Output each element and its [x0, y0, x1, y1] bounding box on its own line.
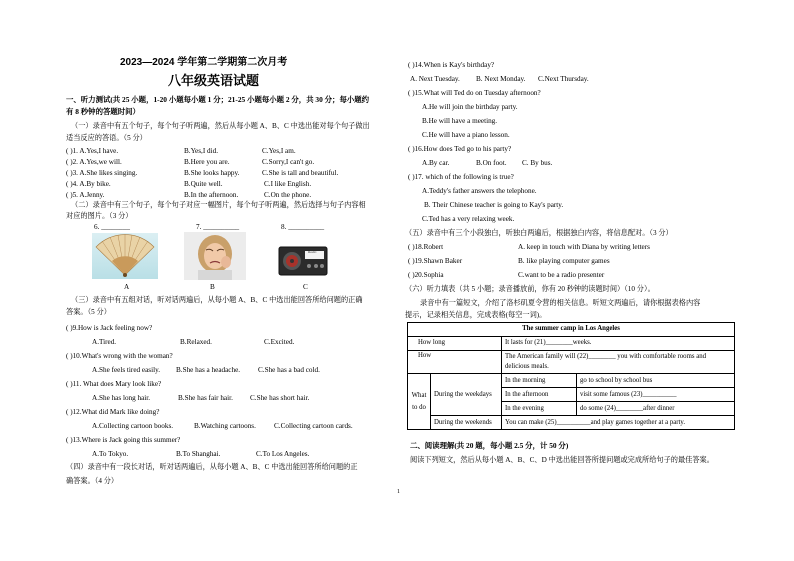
section1-instruction: （一）录音中有五个句子，每个句子听两遍，然后从每小题 A、B、C 中选出能对每个句子做出	[71, 122, 370, 130]
option-13c: C.To Los Angeles.	[256, 450, 310, 458]
option-17b: B. Their Chinese teacher is going to Kay's party.	[424, 201, 564, 209]
option-16b: B.On foot.	[476, 159, 507, 167]
option-3b: B.She looks happy.	[184, 169, 240, 177]
section6-paragraph-cont: 提示，记录相关信息，完成表格(每空一词)。	[405, 311, 547, 319]
question-19: ( )19.Shawn Baker	[408, 257, 463, 265]
question-1: ( )1. A.Yes,I have.	[66, 147, 119, 155]
radio-label: Radio	[308, 250, 317, 254]
question-12: ( )12.What did Mark like doing?	[66, 408, 160, 416]
option-13a: A.To Tokyo.	[92, 450, 129, 458]
match-19: B. like playing computer games	[518, 257, 610, 265]
question-16: ( )16.How does Ted go to his party?	[408, 145, 512, 153]
radio-picture	[278, 244, 328, 278]
exam-title: 2023—2024 学年第二学期第二次月考	[120, 57, 288, 68]
section3-instruction-cont: 答案。（5 分）	[66, 308, 111, 316]
section5-instruction: （五）录音中有三个小段独白，听独白两遍后，根据独白内容，将信息配对。（3 分）	[405, 229, 673, 237]
option-11b: B.She has fair hair.	[178, 394, 233, 402]
part2-heading: 二、阅读理解(共 20 题，每小题 2.5 分，计 50 分)	[410, 441, 569, 450]
question-3: ( )3. A.She likes singing.	[66, 169, 138, 177]
option-10b: B.She has a headache.	[176, 366, 241, 374]
question-15: ( )15.What will Ted do on Tuesday afternoon?	[408, 89, 541, 97]
table-title: The summer camp in Los Angeles	[408, 323, 735, 337]
section2-instruction: （二）录音中有三个句子，每个句子对应一幅图片，每个句子听两遍，然后选择与句子内容相	[71, 201, 366, 209]
section1-instruction-cont: 适当反应的答语。（5 分）	[66, 134, 147, 142]
question-9: ( )9.How is Jack feeling now?	[66, 324, 153, 332]
option-16c: C. By bus.	[522, 159, 553, 167]
option-13b: B.To Shanghai.	[176, 450, 221, 458]
option-9a: A.Tired.	[92, 338, 117, 346]
page-number: 1	[397, 489, 400, 495]
table-weekends: During the weekends	[431, 416, 502, 430]
option-12a: A.Collecting cartoon books.	[92, 422, 174, 430]
girl-toothache-picture	[184, 232, 246, 280]
part2-instruction: 阅读下列短文，然后从每小题 A、B、C、D 中选出能回答所提问题或完成所给句子的最佳答案。	[410, 456, 714, 464]
table-what-to-do: What to do	[408, 374, 431, 430]
exam-subtitle: 八年级英语试题	[168, 73, 260, 88]
option-15b: B.He will have a meeting.	[422, 117, 498, 125]
option-16a: A.By car.	[422, 159, 450, 167]
option-12c: C.Collecting cartoon cards.	[274, 422, 353, 430]
blank-8: 8. __________	[281, 223, 325, 231]
section2-instruction-cont: 对应的图片。（3 分）	[66, 212, 133, 220]
option-1b: B.Yes,I did.	[184, 147, 219, 155]
option-17c: C.Ted has a very relaxing week.	[422, 215, 515, 223]
option-15c: C.He will have a piano lesson.	[422, 131, 510, 139]
table-weekdays: During the weekdays	[431, 374, 502, 416]
table-how-long: How long	[408, 337, 502, 351]
section6-paragraph: 录音中有一篇短文，介绍了洛杉矶夏令营的相关信息。听短文两遍后，请你根据表格内容	[420, 299, 701, 307]
section4-instruction-cont: 确答案。（4 分）	[66, 477, 119, 485]
table-morning-activity: go to school by school bus	[577, 374, 735, 388]
table-weekends-activity: You can make (25)__________and play games together at a party.	[502, 416, 735, 430]
table-family: The American family will (22)________ you with comfortable rooms and delicious meals.	[502, 351, 735, 374]
option-15a: A.He will join the birthday party.	[422, 103, 518, 111]
option-9c: C.Excited.	[264, 338, 295, 346]
picture-label-c: C	[303, 283, 308, 291]
option-14c: C.Next Thursday.	[538, 75, 589, 83]
question-17: ( )17. which of the following is true?	[408, 173, 514, 181]
question-10: ( )10.What's wrong with the woman?	[66, 352, 173, 360]
picture-label-a: A	[124, 283, 130, 291]
option-4c: C.I like English.	[264, 180, 312, 188]
table-afternoon-activity: visit some famous (23)__________	[577, 388, 735, 402]
match-18: A. keep in touch with Diana by writing letters	[518, 243, 650, 251]
option-17a: A.Teddy's father answers the telephone.	[422, 187, 537, 195]
option-10a: A.She feels tired easily.	[92, 366, 160, 374]
table-lasts: It lasts for (21)________weeks.	[502, 337, 735, 351]
match-20: C.want to be a radio presenter	[518, 271, 605, 279]
picture-label-b: B	[210, 283, 215, 291]
table-morning: In the morning	[502, 374, 577, 388]
option-14a: A. Next Tuesday.	[410, 75, 460, 83]
option-11a: A.She has long hair.	[92, 394, 151, 402]
blank-7: 7. __________	[196, 223, 240, 231]
table-evening-activity: do some (24)________after dinner	[577, 402, 735, 416]
table-evening: In the evening	[502, 402, 577, 416]
option-14b: B. Next Monday.	[476, 75, 526, 83]
summer-camp-table	[407, 322, 735, 430]
table-afternoon: In the afternoon	[502, 388, 577, 402]
blank-6: 6. ________	[94, 223, 130, 231]
question-18: ( )18.Robert	[408, 243, 444, 251]
question-5: ( )5. A.Jenny.	[66, 191, 105, 199]
option-9b: B.Relaxed.	[180, 338, 212, 346]
question-13: ( )13.Where is Jack going this summer?	[66, 436, 181, 444]
option-1c: C.Yes,I am.	[262, 147, 296, 155]
option-2c: C.Sorry,I can't go.	[262, 158, 315, 166]
option-4b: B.Quite well.	[184, 180, 223, 188]
question-20: ( )20.Sophia	[408, 271, 444, 279]
section3-instruction: （三）录音中有五组对话，听对话两遍后，从每小题 A、B、C 中选出能回答所给问题的正确	[71, 296, 363, 304]
question-2: ( )2. A.Yes,we will.	[66, 158, 122, 166]
option-12b: B.Watching cartoons.	[194, 422, 256, 430]
part1-heading: 一、听力测试(共 25 小题，1-20 小题每小题 1 分；21-25 小题每小题 2 分，共 30 分；每小题约	[66, 95, 370, 104]
table-how: How	[408, 351, 502, 374]
option-5b: B.In the afternoon.	[184, 191, 239, 199]
option-2b: B.Here you are.	[184, 158, 230, 166]
section4-instruction: （四）录音中有一段长对话，听对话两遍后，从每小题 A、B、C 中选出能回答所给问题的正	[66, 463, 358, 471]
option-11c: C.She has short hair.	[250, 394, 310, 402]
part1-heading-cont: 有 8 秒钟的答题时间）	[66, 107, 140, 116]
option-10c: C.She has a bad cold.	[258, 366, 320, 374]
question-4: ( )4. A.By bike.	[66, 180, 111, 188]
option-5c: C.On the phone.	[264, 191, 312, 199]
question-11: ( )11. What does Mary look like?	[66, 380, 162, 388]
fan-picture	[92, 233, 158, 279]
option-3c: C.She is tall and beautiful.	[262, 169, 339, 177]
section6-instruction: （六）听力填表（共 5 小题；录音播放前，你有 20 秒钟的读题时间）（10 分）。	[405, 285, 655, 293]
question-14: ( )14.When is Kay's birthday?	[408, 61, 495, 69]
